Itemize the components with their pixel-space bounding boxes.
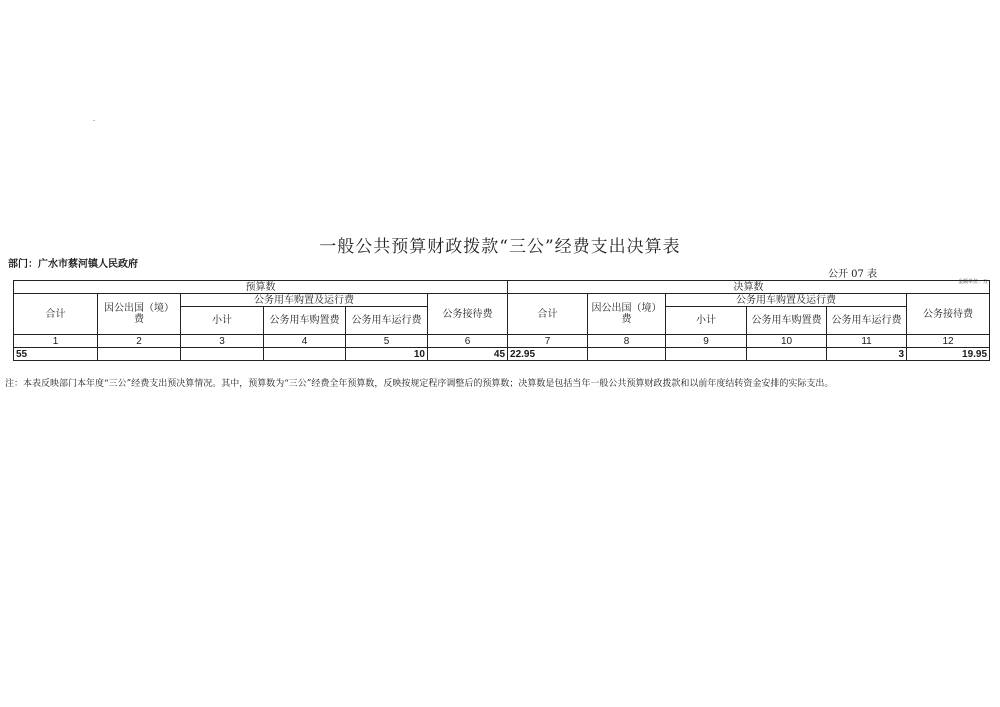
value-cell-final-vehicle-purchase (747, 348, 827, 361)
header-row-main (14, 294, 990, 307)
value-row (14, 348, 990, 361)
value-cell-budget-abroad (98, 348, 181, 361)
value-cell-final-total: 22.95 (508, 348, 588, 361)
budget-reception-header: 公务接待费 (428, 294, 508, 335)
final-abroad-header: 因公出国（境）费 (588, 294, 666, 335)
final-total-header: 合计 (508, 294, 588, 335)
value-cell-budget-reception: 45 (428, 348, 508, 361)
final-reception-header: 公务接待费 (907, 294, 990, 335)
value-cell-budget-vehicle-purchase (264, 348, 346, 361)
index-cell: 9 (666, 335, 747, 348)
index-cell: 1 (14, 335, 98, 348)
budget-vehicle-run-header: 公务用车运行费 (346, 307, 428, 335)
index-cell: 3 (181, 335, 264, 348)
final-vehicle-purchase-header: 公务用车购置费 (747, 307, 827, 335)
value-cell-final-vehicle-run: 3 (827, 348, 907, 361)
index-row (14, 335, 990, 348)
page-title: 一般公共预算财政拨款“三公”经费支出决算表 (319, 237, 681, 257)
final-subtotal-header: 小计 (666, 307, 747, 335)
value-cell-budget-total: 55 (14, 348, 98, 361)
value-cell-final-subtotal (666, 348, 747, 361)
scan-speck (93, 120, 95, 121)
value-cell-budget-subtotal (181, 348, 264, 361)
index-cell: 11 (827, 335, 907, 348)
final-vehicle-run-header: 公务用车运行费 (827, 307, 907, 335)
index-cell: 12 (907, 335, 990, 348)
index-cell: 5 (346, 335, 428, 348)
value-cell-final-reception: 19.95 (907, 348, 990, 361)
budget-subtotal-header: 小计 (181, 307, 264, 335)
value-cell-final-abroad (588, 348, 666, 361)
three-public-expense-table (13, 280, 990, 361)
index-cell: 6 (428, 335, 508, 348)
index-cell: 7 (508, 335, 588, 348)
budget-group-header: 预算数 (14, 281, 508, 294)
index-cell: 10 (747, 335, 827, 348)
final-vehicle-header: 公务用车购置及运行费 (666, 294, 907, 307)
header-row-group (14, 281, 990, 294)
unit-label: 金额单位：万 (958, 279, 989, 285)
budget-total-header: 合计 (14, 294, 98, 335)
index-cell: 8 (588, 335, 666, 348)
department-label: 部门：广水市蔡河镇人民政府 (8, 259, 138, 270)
value-cell-budget-vehicle-run: 10 (346, 348, 428, 361)
budget-vehicle-header: 公务用车购置及运行费 (181, 294, 428, 307)
index-cell: 4 (264, 335, 346, 348)
form-number: 公开 07 表 (828, 269, 878, 280)
final-group-header: 决算数 (508, 281, 990, 294)
budget-abroad-header: 因公出国（境）费 (98, 294, 181, 335)
budget-vehicle-purchase-header: 公务用车购置费 (264, 307, 346, 335)
index-cell: 2 (98, 335, 181, 348)
footnote: 注：本表反映部门本年度“三公”经费支出预决算情况。其中，预算数为“三公”经费全年预算数，反映按规定程序调整后的预算数；决算数是包括当年一般公共预算财政拨款和以前年度结转资金安排的实际支出。 (5, 379, 834, 389)
